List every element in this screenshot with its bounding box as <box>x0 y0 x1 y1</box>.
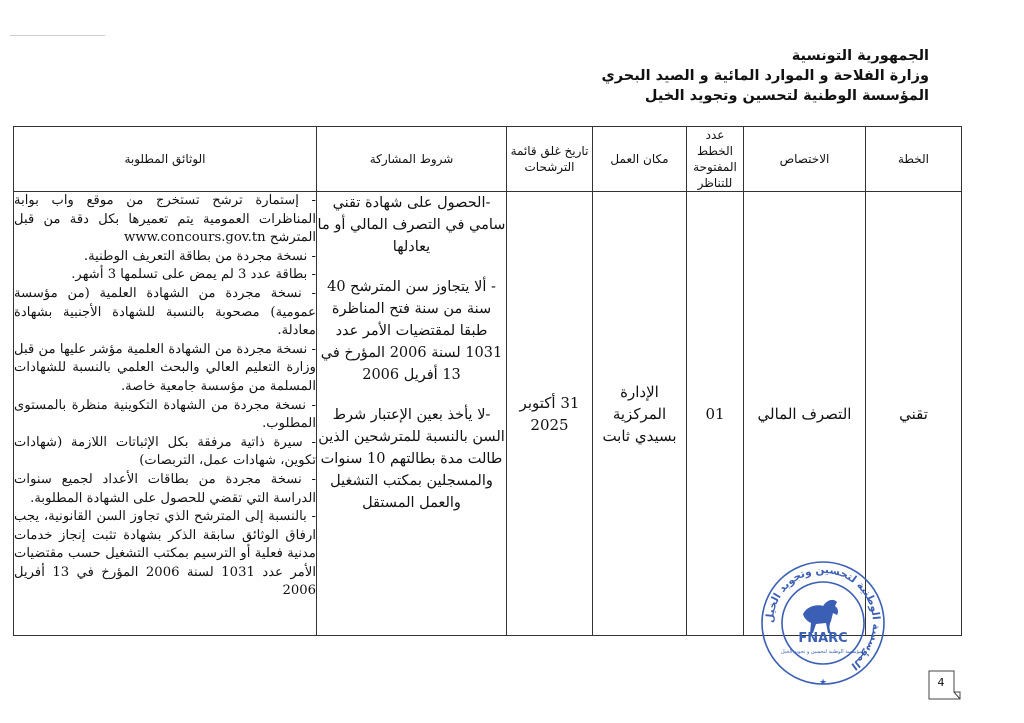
document-item: - بطاقة عدد 3 لم يمض على تسلمها 3 أشهر. <box>71 267 316 283</box>
document-item: - بالنسبة إلى المترشح الذي تجاوز السن القانونية، يجب ارفاق الوثائق سابقة الذكر بشهادة تثبت إنجاز خدمات مدنية فعلية أو الترسيم بمكتب التشغيل حسب مقتضيات الأمر عدد 1031 لسنة 2006 المؤرخ في 13 أفريل 2006 <box>14 509 317 599</box>
stamp-logo-text: FNARC <box>798 631 848 646</box>
condition-item: -لا يأخذ بعين الإعتبار شرط السن بالنسبة للمترشحين الذين طالت مدة بطالتهم 10 سنوات والمسجلين بمكتب التشغيل والعمل المستقل <box>318 407 505 511</box>
header-republic: الجمهورية التونسية <box>791 48 929 64</box>
document-item <box>14 192 316 248</box>
header-positions: عدد الخطط المفتوحة للتناظر <box>687 127 744 192</box>
header-conditions: شروط المشاركة <box>317 127 507 192</box>
document-item: - نسخة مجردة من الشهادة العلمية (من مؤسسة عمومية) مصحوبة بالنسبة للشهادة الأجنبية بشهادة معادلة. <box>14 285 316 339</box>
document-item: - نسخة مجردة من بطاقات الأعداد لجميع سنوات الدراسة التي تقضي للحصول على الشهادة المطلوبة. <box>14 471 316 506</box>
document-item-text: - إستمارة ترشح تستخرج من موقع واب بوابة المناظرات العمومية يتم تعميرها بكل دقة من قبل المترشح <box>14 193 316 246</box>
cell-conditions <box>317 192 507 636</box>
scan-edge-line <box>10 35 105 36</box>
cell-positions: 01 <box>687 192 744 636</box>
header-location: مكان العمل <box>593 127 687 192</box>
stamp-ring-text: المؤسسة الوطنية لتحسين وتجويد الخيل <box>763 563 883 673</box>
cell-grade: تقني <box>866 192 962 636</box>
header-specialty: الاختصاص <box>744 127 866 192</box>
document-item: - سيرة ذاتية مرفقة بكل الإثباتات اللازمة (شهادات تكوين، شهادات عمل، التربصات) <box>14 434 316 469</box>
cell-deadline: 31 أكتوبر 2025 <box>507 192 593 636</box>
table-header-row <box>14 127 962 192</box>
page-number: 4 <box>937 676 945 689</box>
document-item: - نسخة مجردة من بطاقة التعريف الوطنية. <box>83 248 316 264</box>
header-grade: الخطة <box>866 127 962 192</box>
header-ministry: وزارة الفلاحة و الموارد المائية و الصيد البحري <box>601 68 929 84</box>
header-documents: الوثائق المطلوبة <box>14 127 317 192</box>
condition-item: - ألا يتجاوز سن المترشح 40 سنة من سنة فتح المناظرة طبقا لمقتضيات الأمر عدد 1031 لسنة 2006 المؤرخ في 13 أفريل 2006 <box>320 279 503 383</box>
document-header <box>601 46 929 106</box>
header-institution: المؤسسة الوطنية لتحسين وتجويد الخيل <box>644 88 929 104</box>
cell-location: الإدارة المركزية بسيدي ثابت <box>593 192 687 636</box>
stamp-star-icon: ★ <box>818 678 828 688</box>
official-stamp <box>759 556 887 690</box>
document-item: - نسخة مجردة من الشهادة التكوينية منظرة بالمستوى المطلوب. <box>14 397 316 432</box>
cell-documents <box>14 192 317 636</box>
condition-item: -الحصول على شهادة تقني سامي في التصرف المالي أو ما يعادلها <box>317 195 506 255</box>
header-deadline: تاريخ غلق قائمة الترشحات <box>507 127 593 192</box>
cell-specialty: التصرف المالي <box>744 192 866 636</box>
stamp-inner-text: المؤسسة الوطنية لتحسين و تجويد الخيل <box>781 649 865 655</box>
document-item: - نسخة مجردة من الشهادة العلمية مؤشر عليها من قبل وزارة التعليم العالي والبحث العلمي بالنسبة للشهادات المسلمة من مؤسسة جامعية خاصة. <box>14 341 316 394</box>
concours-website-link[interactable]: www.concours.gov.tn <box>124 230 266 246</box>
horse-emblem-icon <box>803 600 838 633</box>
